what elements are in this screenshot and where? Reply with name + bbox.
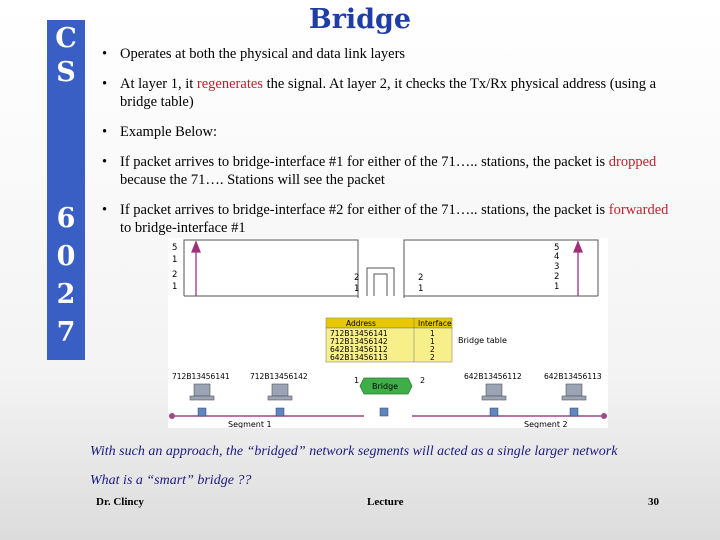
layer-number: 4 bbox=[554, 252, 560, 262]
page-number: 30 bbox=[648, 496, 659, 508]
layer-number: 5 bbox=[554, 243, 560, 253]
highlight-word: dropped bbox=[608, 154, 657, 170]
tap-connector bbox=[198, 408, 206, 416]
layer-number: 1 bbox=[172, 282, 178, 292]
bullet-text: Example Below: bbox=[120, 124, 218, 140]
bullet-text: If packet arrives to bridge-interface #1 for either of the 71….. stations, the packet is bbox=[120, 154, 609, 170]
layer-number: 2 bbox=[172, 270, 178, 280]
tap-connector bbox=[570, 408, 578, 416]
station-address: 642B13456113 bbox=[544, 372, 602, 381]
highlight-word: regenerates bbox=[196, 76, 263, 92]
terminator-icon bbox=[601, 413, 607, 419]
bullet-item bbox=[102, 123, 672, 141]
bullet-text: If packet arrives to bridge-interface #2 for either of the 71….. stations, the packet is bbox=[120, 202, 609, 218]
segment-label: Segment 1 bbox=[228, 420, 272, 428]
bridge-diagram bbox=[168, 238, 608, 428]
tap-connector bbox=[380, 408, 388, 416]
layer-number: 5 bbox=[172, 243, 178, 253]
layer-number: 1 bbox=[172, 255, 178, 265]
terminator-icon bbox=[169, 413, 175, 419]
bullet-text: the signal. At layer 2, it checks the Tx/Rx physical address (using a bridge table) bbox=[120, 76, 657, 110]
slide-title: Bridge bbox=[308, 4, 412, 35]
note-smart-bridge: What is a “smart” bridge ?? bbox=[90, 473, 252, 488]
table-cell: 712B13456141 bbox=[330, 329, 388, 338]
footer-center: Lecture bbox=[367, 496, 404, 508]
bullet-list bbox=[102, 45, 672, 249]
bridge-interface-label: 1 bbox=[354, 376, 360, 385]
tap-connector bbox=[276, 408, 284, 416]
bullet-item bbox=[102, 75, 672, 111]
sidebar-digit: 6 bbox=[56, 203, 76, 234]
bullet-text: Operates at both the physical and data link layers bbox=[120, 46, 406, 62]
table-caption: Bridge table bbox=[458, 336, 507, 345]
sidebar-digit: 0 bbox=[56, 241, 76, 272]
table-cell: 642B13456113 bbox=[330, 353, 388, 362]
layer-number: 2 bbox=[418, 273, 424, 283]
highlight-word: forwarded bbox=[608, 202, 669, 218]
station-address: 712B13456141 bbox=[172, 372, 230, 381]
bullet-item bbox=[102, 45, 672, 63]
layer-number: 1 bbox=[554, 282, 560, 292]
table-cell: 2 bbox=[430, 345, 435, 354]
station-address: 712B13456142 bbox=[250, 372, 308, 381]
layer-number: 1 bbox=[418, 284, 424, 294]
table-cell: 642B13456112 bbox=[330, 345, 388, 354]
footer-author: Dr. Clincy bbox=[96, 496, 144, 508]
table-header: Address bbox=[346, 319, 376, 328]
sidebar-course-code bbox=[52, 22, 80, 352]
bullet-item bbox=[102, 201, 672, 237]
table-cell: 1 bbox=[430, 337, 435, 346]
bridge-label: Bridge bbox=[372, 382, 399, 391]
table-header: Interface bbox=[418, 319, 452, 328]
table-cell: 712B13456142 bbox=[330, 337, 388, 346]
layer-number: 1 bbox=[354, 284, 360, 294]
station-address: 642B13456112 bbox=[464, 372, 522, 381]
note-bridged-segments: With such an approach, the “bridged” network segments will acted as a single larger network bbox=[90, 444, 618, 459]
tap-connector bbox=[490, 408, 498, 416]
segment-label: Segment 2 bbox=[524, 420, 568, 428]
table-cell: 2 bbox=[430, 353, 435, 362]
layer-number: 2 bbox=[354, 273, 360, 283]
sidebar-digit: 7 bbox=[56, 317, 76, 348]
bullet-item bbox=[102, 153, 672, 189]
sidebar-digit: 2 bbox=[56, 279, 76, 310]
bridge-interface-label: 2 bbox=[420, 376, 426, 385]
layer-number: 3 bbox=[554, 262, 560, 272]
layer-number: 2 bbox=[554, 272, 560, 282]
bullet-text: to bridge-interface #1 bbox=[120, 220, 246, 236]
table-cell: 1 bbox=[430, 329, 435, 338]
sidebar-letter: C bbox=[55, 23, 77, 54]
bullet-text: because the 71…. Stations will see the packet bbox=[120, 172, 385, 188]
bullet-text: At layer 1, it bbox=[120, 76, 197, 92]
sidebar-letter: S bbox=[56, 57, 76, 88]
